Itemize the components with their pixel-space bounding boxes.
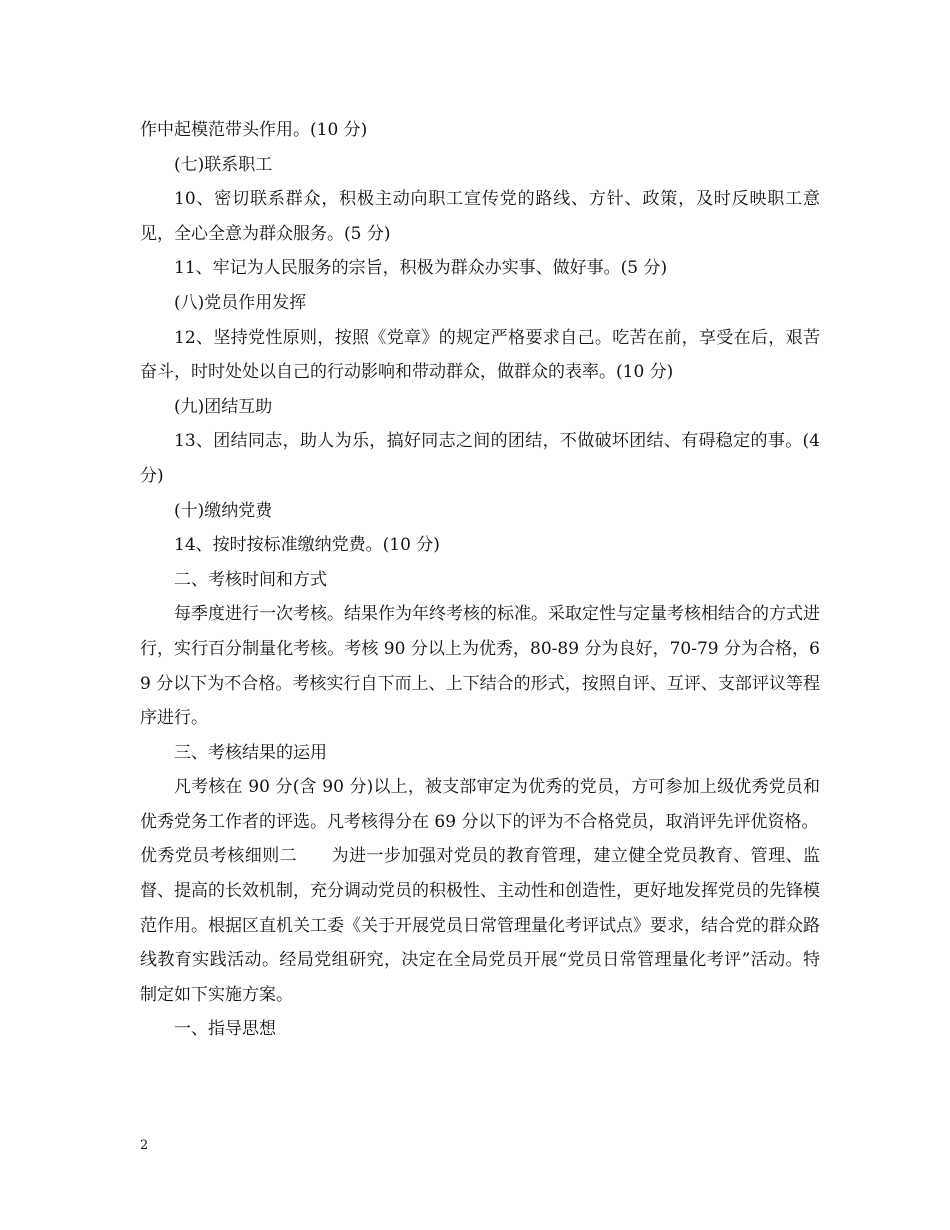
page-number: 2 [140,1138,149,1153]
section-text-xize-er: 为进一步加强对党员的教育管理，建立健全党员教育、管理、监督、提高的长效机制，充分调动党员的积极性、主动性和创造性，更好地发挥党员的先锋模范作用。根据区直机关工委《关于开展党员日常管理量化考评试点》要求，结合党的群众路线教育实践活动。经局党组研究，决定在全局党员开展“党员日常管理量化考评”活动。特制定如下实施方案。 [140,846,821,1005]
paragraph-item-12: 12、坚持党性原则，按照《党章》的规定严格要求自己。吃苦在前，享受在后，艰苦奋斗，时时处处以自己的行动影响和带动群众，做群众的表率。(10 分) [140,327,820,383]
paragraph-xize-er [140,839,820,1012]
paragraph-item-10: 10、密切联系群众，积极主动向职工宣传党的路线、方针、政策，及时反映职工意见，全心全意为群众服务。(5 分) [140,189,820,244]
paragraph-1: 作中起模范带头作用。(10 分) [140,120,368,140]
section-heading-kaohe-shijian: 二、考核时间和方式 [174,569,327,590]
section-heading-kaohe-jieguo: 三、考核结果的运用 [174,742,327,763]
section-heading-tuanjie-huzhu: (九)团结互助 [174,396,273,417]
paragraph-kaohe-jieguo: 凡考核在 90 分(含 90 分)以上，被支部审定为优秀的党员，方可参加上级优秀党员和优秀党务工作者的评选。凡考核得分在 69 分以下的评为不合格党员，取消评先评优资格。 [140,777,820,832]
paragraph-item-11: 11、牢记为人民服务的宗旨，积极为群众办实事、做好事。(5 分) [174,258,668,279]
section-heading-xize-er: 优秀党员考核细则二 [140,846,298,867]
section-heading-dangyuan-zuoyong: (八)党员作用发挥 [174,292,307,313]
section-heading-lianxi-zhigong: (七)联系职工 [174,154,273,175]
paragraph-item-14: 14、按时按标准缴纳党费。(10 分) [174,535,440,556]
section-heading-zhidao-sixiang: 一、指导思想 [174,1019,276,1040]
document-body [140,113,820,1047]
section-heading-jiaona-dangfei: (十)缴纳党费 [174,500,273,521]
paragraph-item-13: 13、团结同志，助人为乐，搞好同志之间的团结，不做破坏团结、有碍稳定的事。(4 分) [140,431,820,486]
paragraph-kaohe-fangshi: 每季度进行一次考核。结果作为年终考核的标准。采取定性与定量考核相结合的方式进行，实行百分制量化考核。考核 90 分以上为优秀，80-89 分为良好，70-79 分为合格，69 分以下为不合格。考核实行自下而上、上下结合的形式，按照自评、互评、支部评议等程序进行。 [140,604,820,729]
